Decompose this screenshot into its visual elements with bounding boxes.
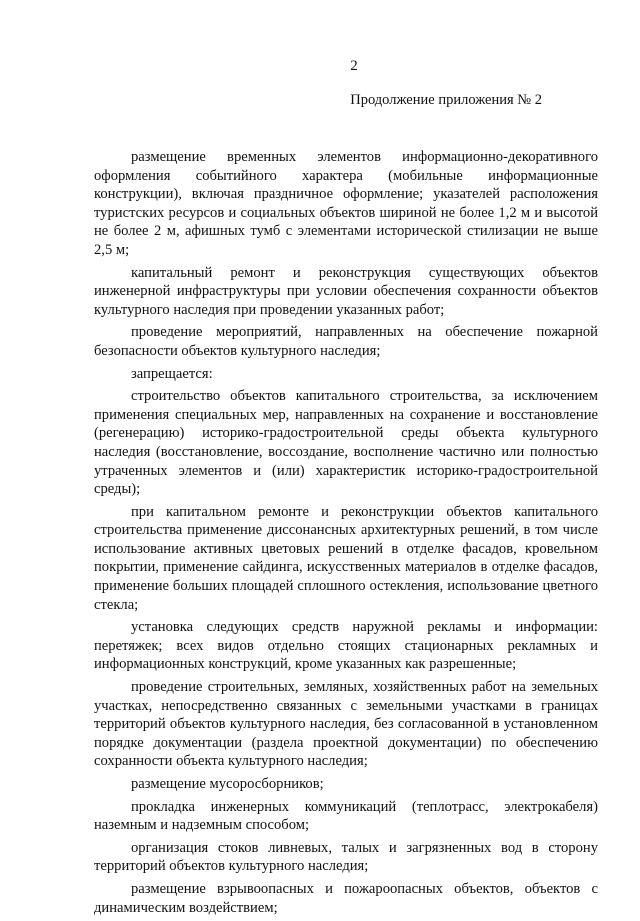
paragraph: размещение мусоросборников; bbox=[131, 776, 324, 792]
paragraph: капитальный ремонт и реконструкция существующих объектов инженерной инфраструктуры при условии обеспечения сохранности объектов культурного наследия при проведении указанных работ; bbox=[94, 264, 598, 318]
page-number: 2 bbox=[350, 58, 358, 74]
paragraph: размещение временных элементов информационно-декоративного оформления событийного характера (мобильные информационные конструкции), включая праздничное оформление; указателей расположения туристских ресурсов и социальных объектов шириной не более 1,2 м и высотой не более 2 м, афишных тумб с элементами исторической стилизации не выше 2,5 м; bbox=[94, 149, 598, 258]
paragraph: проведение мероприятий, направленных на обеспечение пожарной безопасности объектов культурного наследия; bbox=[94, 324, 598, 359]
paragraph: установка следующих средств наружной рекламы и информации: перетяжек; всех видов отдельно стоящих стационарных рекламных и информационных конструкций, кроме указанных как разрешенные; bbox=[94, 619, 598, 673]
appendix-note: Продолжение приложения № 2 bbox=[350, 92, 542, 108]
paragraph: проведение строительных, земляных, хозяйственных работ на земельных участках, непосредственно связанных с земельными участками в границах территорий объектов культурного наследия, без согласованной в установленном порядке документации (раздела проектной документации) по обеспечению сохранности объекта культурного наследия; bbox=[94, 679, 598, 770]
paragraph: прокладка инженерных коммуникаций (теплотрасс, электрокабеля) наземным и надземным способом; bbox=[94, 798, 598, 834]
paragraph: строительство объектов капитального строительства, за исключением применения специальных мер, направленных на сохранение и восстановление (регенерацию) историко-градостроительной среды объекта культурного наследия (восстановление, воссоздание, восполнение частично или полностью утраченных элементов и (или) характеристик историко-градостроительной среды); bbox=[94, 388, 598, 498]
paragraph: организация стоков ливневых, талых и загрязненных вод в сторону территорий объектов культурного наследия; bbox=[94, 839, 598, 875]
paragraph-heading: запрещается: bbox=[131, 365, 213, 382]
document-body bbox=[94, 148, 598, 921]
paragraph: размещение взрывоопасных и пожароопасных объектов, объектов с динамическим воздействием; bbox=[94, 880, 598, 916]
paragraph: при капитальном ремонте и реконструкции объектов капитального строительства применение диссонансных архитектурных решений, в том числе использование активных цветовых решений в отделке фасадов, кровельном покрытии, применение сайдинга, искусственных материалов в отделке фасадов, применение больших площадей сплошного остекления, использование цветного стекла; bbox=[94, 503, 598, 613]
